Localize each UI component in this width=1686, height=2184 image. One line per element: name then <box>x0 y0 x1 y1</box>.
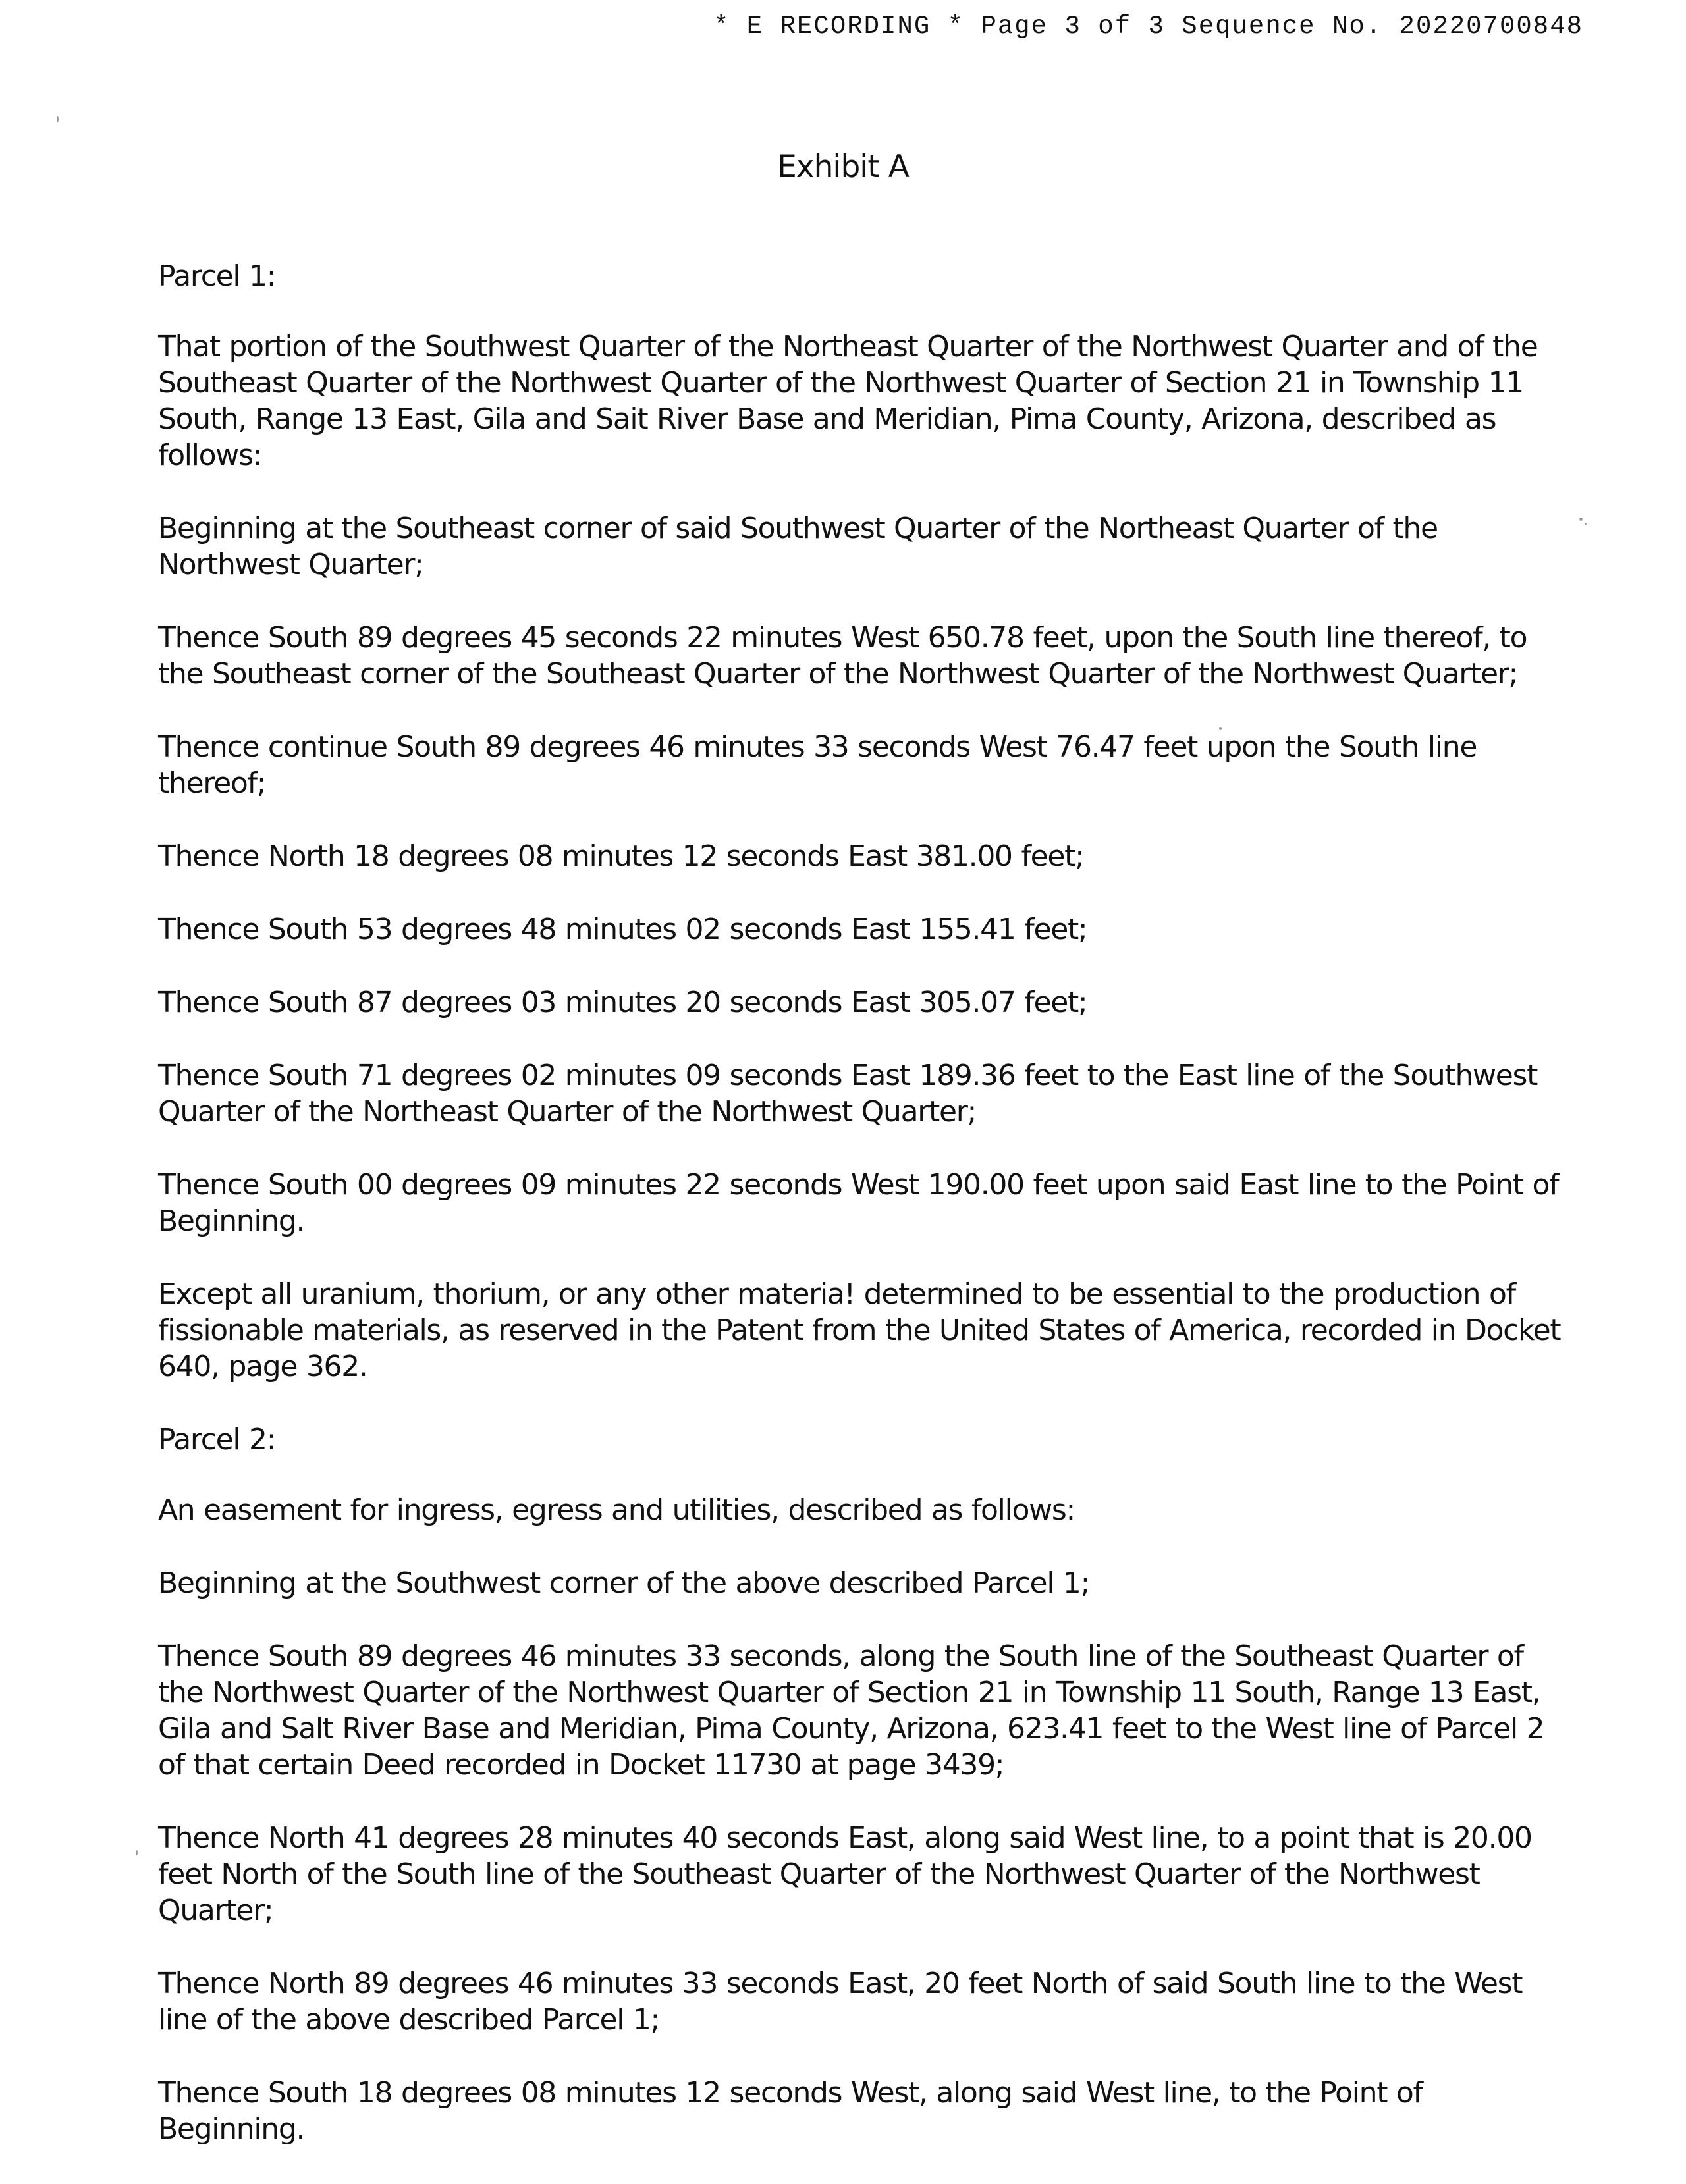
scan-speck <box>1579 518 1583 521</box>
parcel-1-course-2: Thence continue South 89 degrees 46 minutes 33 seconds West 76.47 feet upon the South line thereof; <box>158 730 1477 800</box>
document-body <box>158 258 1567 2184</box>
scan-speck <box>57 116 59 122</box>
parcel-2-course-3: Thence North 89 degrees 46 minutes 33 seconds East, 20 feet North of said South line to the West line of the above described Parcel 1; <box>158 1967 1523 2037</box>
parcel-1-beginning: Beginning at the Southeast corner of said Southwest Quarter of the Northeast Quarter of the Northwest Quarter; <box>158 512 1438 581</box>
parcel-1-description: That portion of the Southwest Quarter of the Northeast Quarter of the Northwest Quarter and of the Southeast Quarter of the Northwest Quarter of the Northwest Quarter of Section 21 in Township 11 South, Range 13 East, Gila and Sait River Base and Meridian, Pima County, Arizona, described as follows: <box>158 330 1538 472</box>
parcel-1-course-4: Thence South 53 degrees 48 minutes 02 seconds East 155.41 feet; <box>158 913 1087 946</box>
recording-header: * E RECORDING * Page 3 of 3 Sequence No. 20220700848 <box>713 12 1583 41</box>
parcel-1-label: Parcel 1: <box>158 259 276 293</box>
scan-speck <box>1219 727 1222 730</box>
parcel-2-course-4: Thence South 18 degrees 08 minutes 12 seconds West, along said West line, to the Point of Beginning. <box>158 2076 1423 2146</box>
parcel-2-course-1: Thence South 89 degrees 46 minutes 33 seconds, along the South line of the Southeast Quarter of the Northwest Quarter of the Northwest Quarter of Section 21 in Township 11 South, Range 13 East, Gila and Salt River Base and Meridian, Pima County, Arizona, 623.41 feet to the West line of Parcel 2 of that certain Deed recorded in Docket 11730 at page 3439; <box>158 1639 1544 1782</box>
parcel-1-course-6: Thence South 71 degrees 02 minutes 09 seconds East 189.36 feet to the East line of the Southwest Quarter of the Northeast Quarter of the Northwest Quarter; <box>158 1059 1538 1129</box>
parcel-2-label: Parcel 2: <box>158 1423 276 1456</box>
exhibit-title: Exhibit A <box>777 149 909 185</box>
scan-speck <box>136 1850 138 1855</box>
scan-speck <box>1585 523 1587 525</box>
parcel-2-beginning: Beginning at the Southwest corner of the above described Parcel 1; <box>158 1566 1090 1600</box>
parcel-1-course-1: Thence South 89 degrees 45 seconds 22 minutes West 650.78 feet, upon the South line thereof, to the Southeast corner of the Southeast Quarter of the Northwest Quarter of the Northwest Quarter; <box>158 621 1527 691</box>
parcel-2-course-2: Thence North 41 degrees 28 minutes 40 seconds East, along said West line, to a point that is 20.00 feet North of the South line of the Southeast Quarter of the Northwest Quarter of the Northwest Quarter; <box>158 1821 1532 1927</box>
parcel-2-description: An easement for ingress, egress and utilities, described as follows: <box>158 1493 1075 1527</box>
parcel-1-course-7: Thence South 00 degrees 09 minutes 22 seconds West 190.00 feet upon said East line to the Point of Beginning. <box>158 1168 1559 1238</box>
parcel-1-course-5: Thence South 87 degrees 03 minutes 20 seconds East 305.07 feet; <box>158 986 1087 1019</box>
parcel-1-course-3: Thence North 18 degrees 08 minutes 12 seconds East 381.00 feet; <box>158 839 1084 873</box>
parcel-1-exception: Except all uranium, thorium, or any other materia! determined to be essential to the production of fissionable materials, as reserved in the Patent from the United States of America, recorded in Docket 640, page 362. <box>158 1277 1561 1383</box>
